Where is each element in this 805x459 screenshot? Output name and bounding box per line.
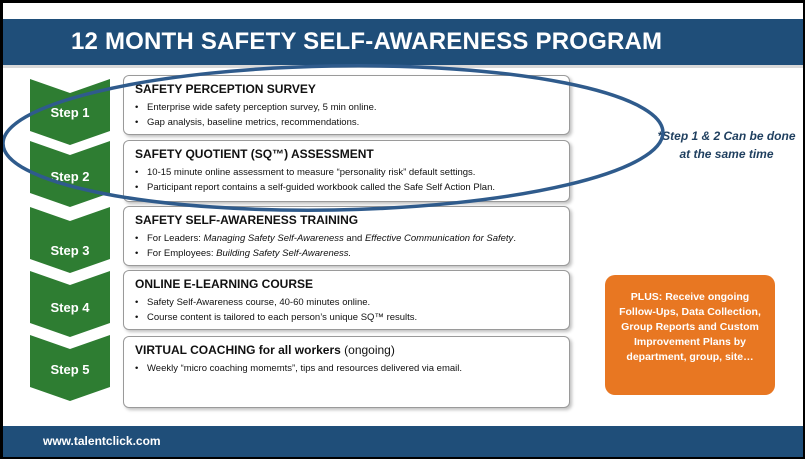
step-5-bullets bbox=[135, 361, 462, 376]
footer-url[interactable]: www.talentclick.com bbox=[43, 434, 161, 448]
step-5-heading-main: VIRTUAL COACHING for all workers bbox=[135, 343, 341, 357]
step-3-box bbox=[123, 206, 570, 266]
plus-callout-text: PLUS: Receive ongoing Follow-Ups, Data Collection, Group Reports and Custom Improvement Plans by department, group, site… bbox=[619, 291, 761, 363]
step-4-heading: ONLINE E-LEARNING COURSE bbox=[135, 277, 314, 291]
page-title: 12 MONTH SAFETY SELF-AWARENESS PROGRAM bbox=[71, 28, 663, 55]
step-2-heading: SAFETY QUOTIENT (SQ™) ASSESSMENT bbox=[135, 147, 374, 161]
step-3-bullets bbox=[135, 231, 516, 261]
step-5-heading bbox=[135, 343, 395, 357]
step-2-bullet-1: • 10-15 minute online assessment to measure “personality risk” default settings. bbox=[135, 165, 495, 180]
step-5-label: Step 5 bbox=[50, 362, 90, 377]
step-1-bullet-1: • Enterprise wide safety perception survey, 5 min online. bbox=[135, 100, 377, 115]
step-1-bullets bbox=[135, 100, 377, 130]
step-4-bullet-2: • Course content is tailored to each person’s unique SQ™ results. bbox=[135, 310, 417, 325]
step-3-course-3: Building Safety Self-Awareness. bbox=[216, 248, 352, 259]
step-3-course-2: Effective Communication for Safety bbox=[364, 233, 514, 244]
step-1-box bbox=[123, 75, 570, 135]
step-3-bullet-2: • For Employees: Building Safety Self-Awareness. bbox=[135, 246, 516, 261]
step-3-course-1: Managing Safety Self-Awareness bbox=[203, 233, 344, 244]
step-3-heading: SAFETY SELF-AWARENESS TRAINING bbox=[135, 213, 359, 227]
step-1-bullet-2: • Gap analysis, baseline metrics, recommendations. bbox=[135, 115, 377, 130]
steps-note: *Step 1 & 2 Can be done at the same time bbox=[657, 129, 796, 161]
step-5-bullet-1: • Weekly “micro coaching momemts”, tips and resources delivered via email. bbox=[135, 361, 462, 376]
step-5-heading-ongoing: (ongoing) bbox=[340, 343, 395, 357]
step-2-label: Step 2 bbox=[50, 169, 90, 184]
title-divider bbox=[3, 65, 803, 68]
step-3-bullet-1: • For Leaders: Managing Safety Self-Awareness and Effective Communication for Safety. bbox=[135, 231, 516, 246]
footer-bar bbox=[3, 426, 803, 457]
step-4-label: Step 4 bbox=[50, 300, 90, 315]
step-4-box bbox=[123, 270, 570, 330]
step-4-bullet-1: • Safety Self-Awareness course, 40-60 minutes online. bbox=[135, 295, 417, 310]
title-bar bbox=[3, 19, 803, 65]
step-3-chevron bbox=[30, 207, 110, 273]
slide bbox=[3, 3, 803, 457]
step-3-label: Step 3 bbox=[50, 243, 90, 258]
step-5-box bbox=[123, 336, 570, 408]
step-1-label: Step 1 bbox=[50, 105, 90, 120]
step-2-bullets bbox=[135, 165, 495, 195]
step-2-box bbox=[123, 140, 570, 202]
step-2-bullet-2: • Participant report contains a self-guided workbook called the Safe Self Action Plan. bbox=[135, 180, 495, 195]
step-4-bullets bbox=[135, 295, 417, 325]
step-1-heading: SAFETY PERCEPTION SURVEY bbox=[135, 82, 316, 96]
plus-callout bbox=[605, 275, 775, 395]
